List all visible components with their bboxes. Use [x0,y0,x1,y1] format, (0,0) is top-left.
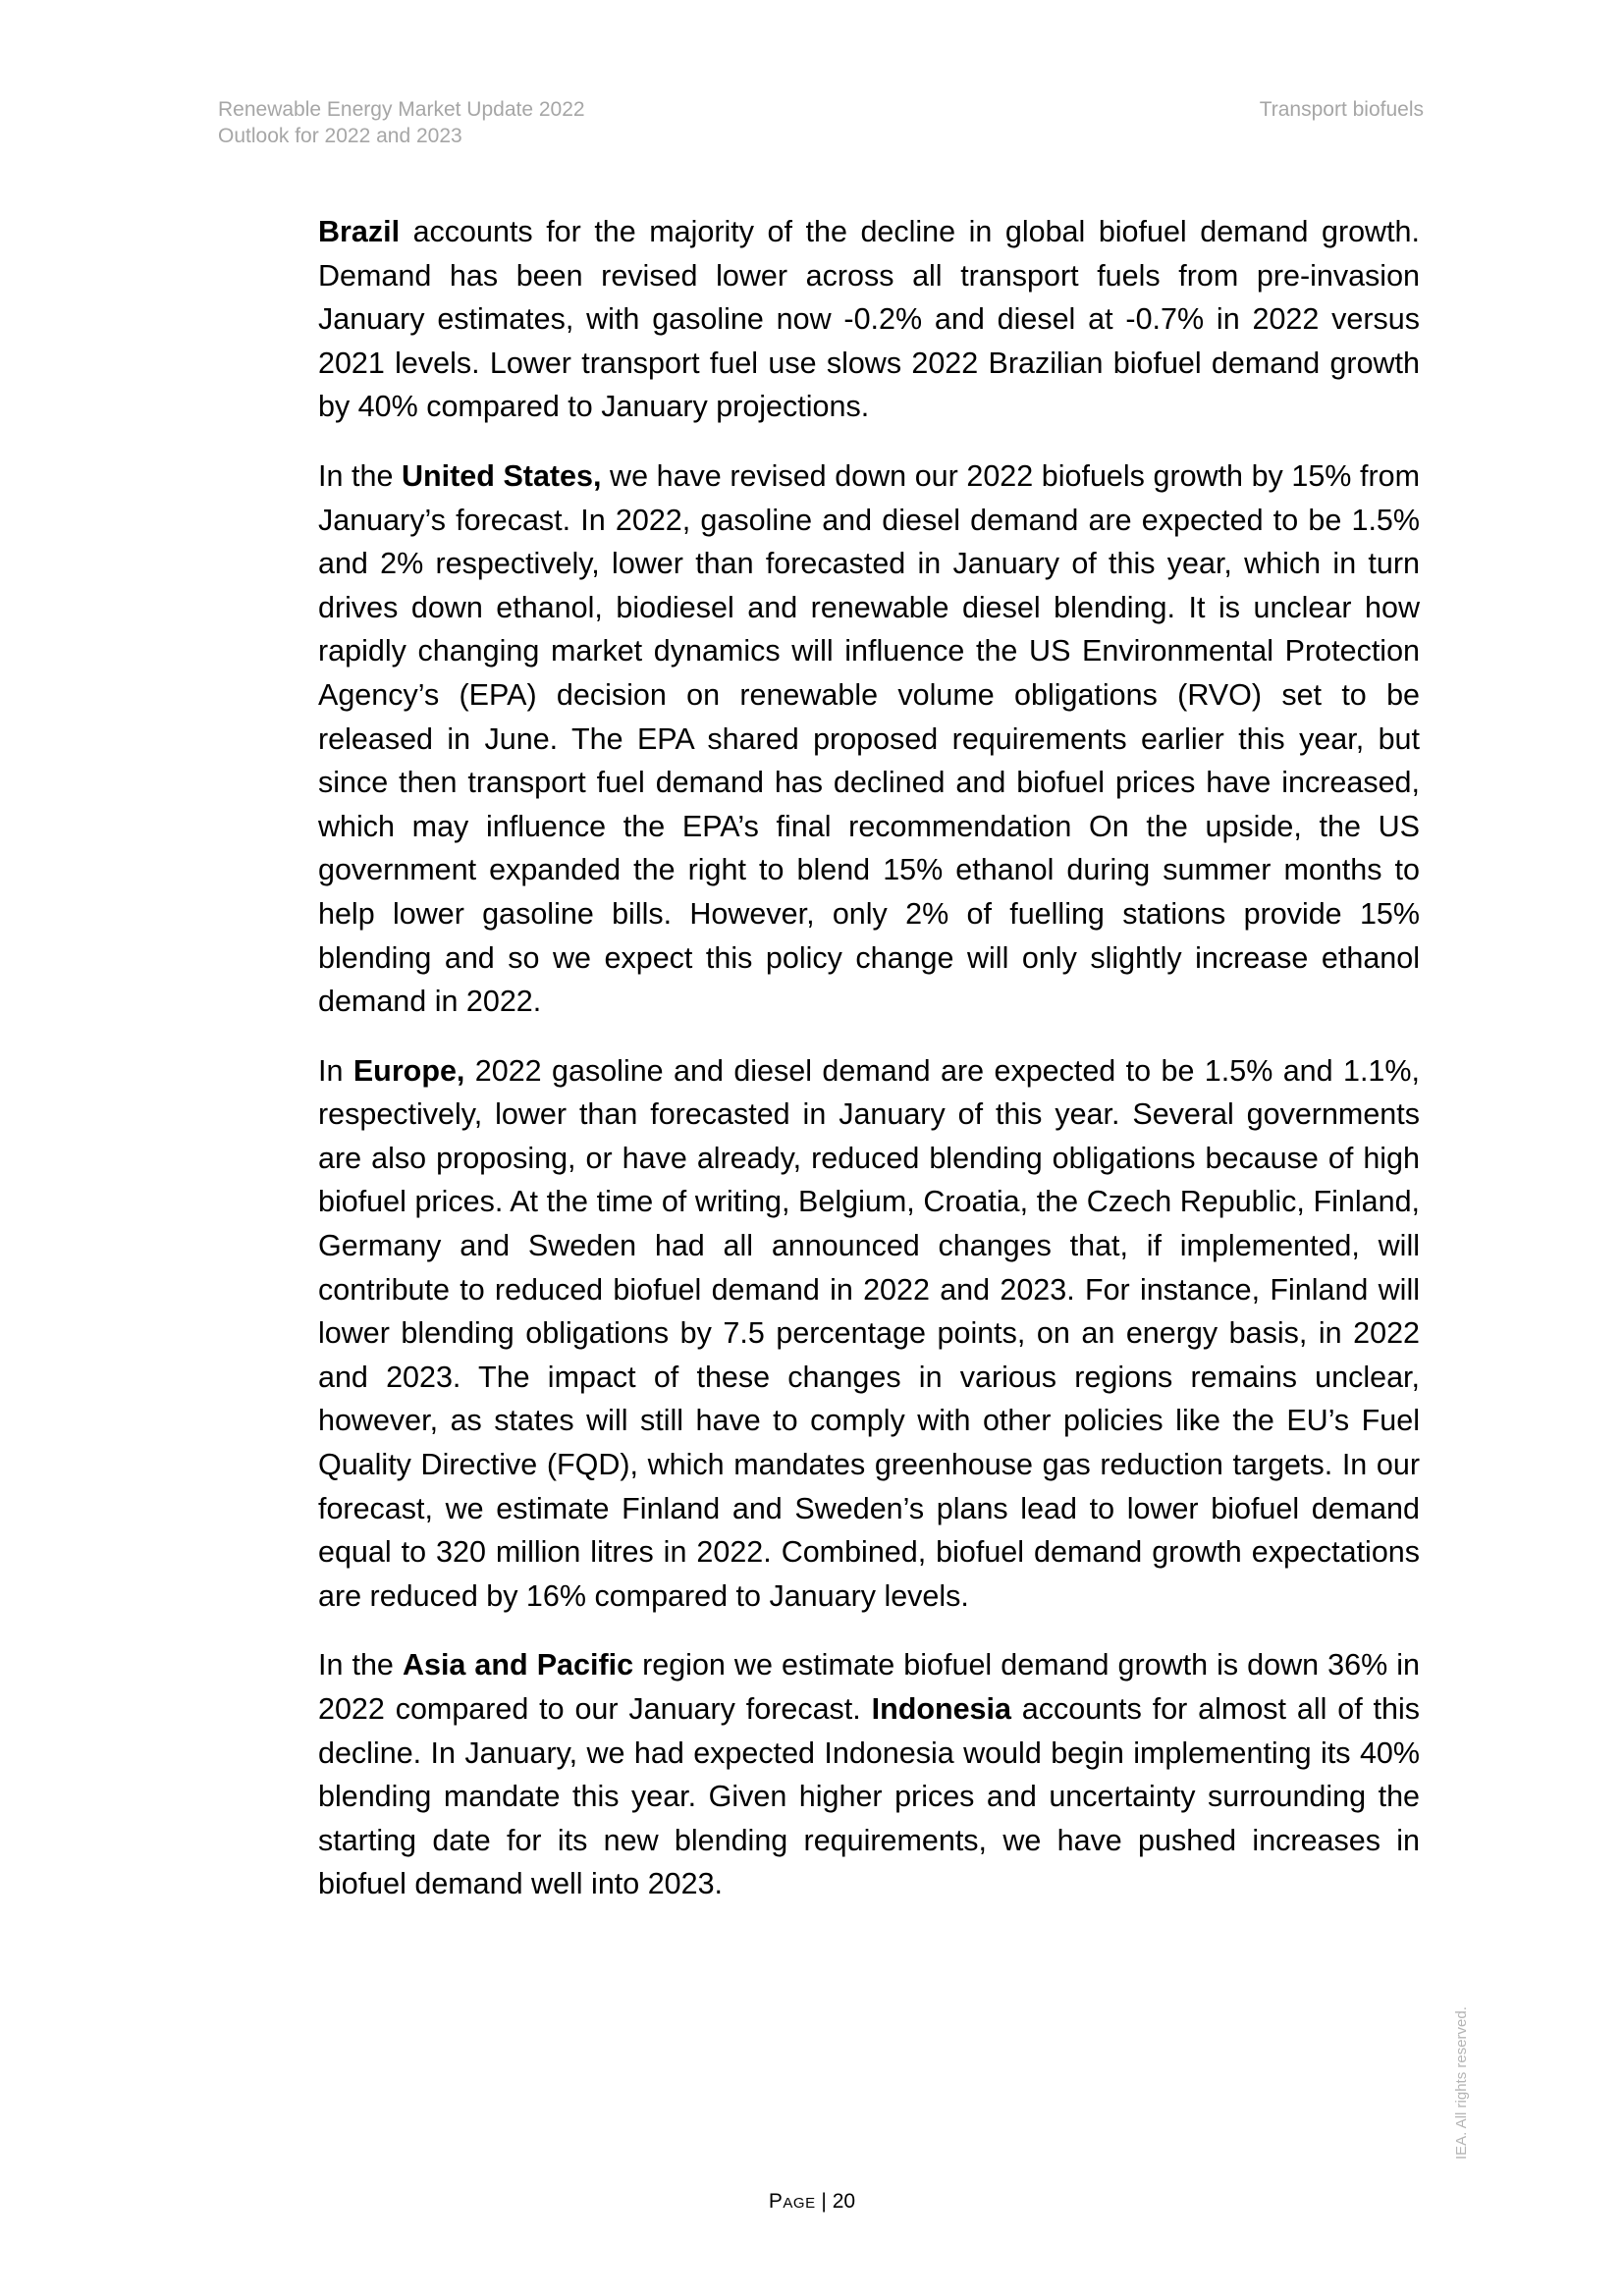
page-footer [0,2190,1624,2214]
bold-term: Indonesia [871,1692,1011,1726]
paragraph-text: In the [318,1648,403,1682]
paragraph-text: 2022 gasoline and diesel demand are expected to be 1.5% and 1.1%, respectively, lower than forecasted in January of this year. Several governments are also proposing, or have already, reduced blending obligations because of high biofuel prices. At the time of writing, Belgium, Croatia, the Czech Republic, Finland, Germany and Sweden had all announced changes that, if implemented, will contribute to reduced biofuel demand in 2022 and 2023. For instance, Finland will lower blending obligations by 7.5 percentage points, on an energy basis, in 2022 and 2023. The impact of these changes in various regions remains unclear, however, as states will still have to comply with other policies like the EU’s Fuel Quality Directive (FQD), which mandates greenhouse gas reduction targets. In our forecast, we estimate Finland and Sweden’s plans lead to lower biofuel demand equal to 320 million litres in 2022. Combined, biofuel demand growth expectations are reduced by 16% compared to January levels. [318,1053,1420,1613]
rights-watermark: IEA. All rights reserved. [1453,2006,1470,2160]
bold-term: Asia and Pacific [402,1648,634,1682]
paragraph-europe [318,1049,1420,1619]
page-number: 20 [832,2190,856,2213]
paragraph-united-states [318,454,1420,1024]
paragraph-text: we have revised down our 2022 biofuels growth by 15% from January’s forecast. In 2022, gasoline and diesel demand are expected to be 1.5% and 2% respectively, lower than forecasted in January of this year, which in turn drives down ethanol, biodiesel and renewable diesel blending. It is unclear how rapidly changing market dynamics will influence the US Environmental Protection Agency’s (EPA) decision on renewable volume obligations (RVO) set to be released in June. The EPA shared proposed requirements earlier this year, but since then transport fuel demand has declined and biofuel prices have increased, which may influence the EPA’s final recommendation On the upside, the US government expanded the right to blend 15% ethanol during summer months to help lower gasoline bills. However, only 2% of fuelling stations provide 15% blending and so we expect this policy change will only slightly increase ethanol demand in 2022. [318,458,1420,1019]
section-title: Transport biofuels [1259,98,1424,121]
bold-term: Brazil [318,215,401,248]
report-title: Renewable Energy Market Update 2022 [218,98,585,121]
page-label: Page [768,2190,816,2213]
paragraph-asia-pacific [318,1643,1420,1906]
paragraph-text: accounts for almost all of this decline. In January, we had expected Indonesia would begin implementing its 40% blending mandate this year. Given higher prices and uncertainty surrounding the starting date for its new blending requirements, we have pushed increases in biofuel demand well into 2023. [318,1692,1420,1901]
bold-term: Europe, [352,1053,465,1088]
paragraph-text: In the [318,458,402,493]
paragraph-text: region we estimate biofuel demand growth is down 36% in 2022 compared to our January forecast. [318,1648,1420,1726]
paragraph-text: In [318,1053,353,1088]
report-subtitle: Outlook for 2022 and 2023 [218,125,462,147]
body-text [318,210,1420,1932]
paragraph-text: accounts for the majority of the decline in global biofuel demand growth. Demand has been revised lower across all transport fuels from pre-invasion January estimates, with gasoline now -0.2% and diesel at -0.7% in 2022 versus 2021 levels. Lower transport fuel use slows 2022 Brazilian biofuel demand growth by 40% compared to January projections. [318,215,1420,424]
running-header-left [218,96,585,149]
page-separator: | [815,2190,833,2213]
paragraph-brazil [318,210,1420,429]
bold-term: United States, [401,458,602,493]
